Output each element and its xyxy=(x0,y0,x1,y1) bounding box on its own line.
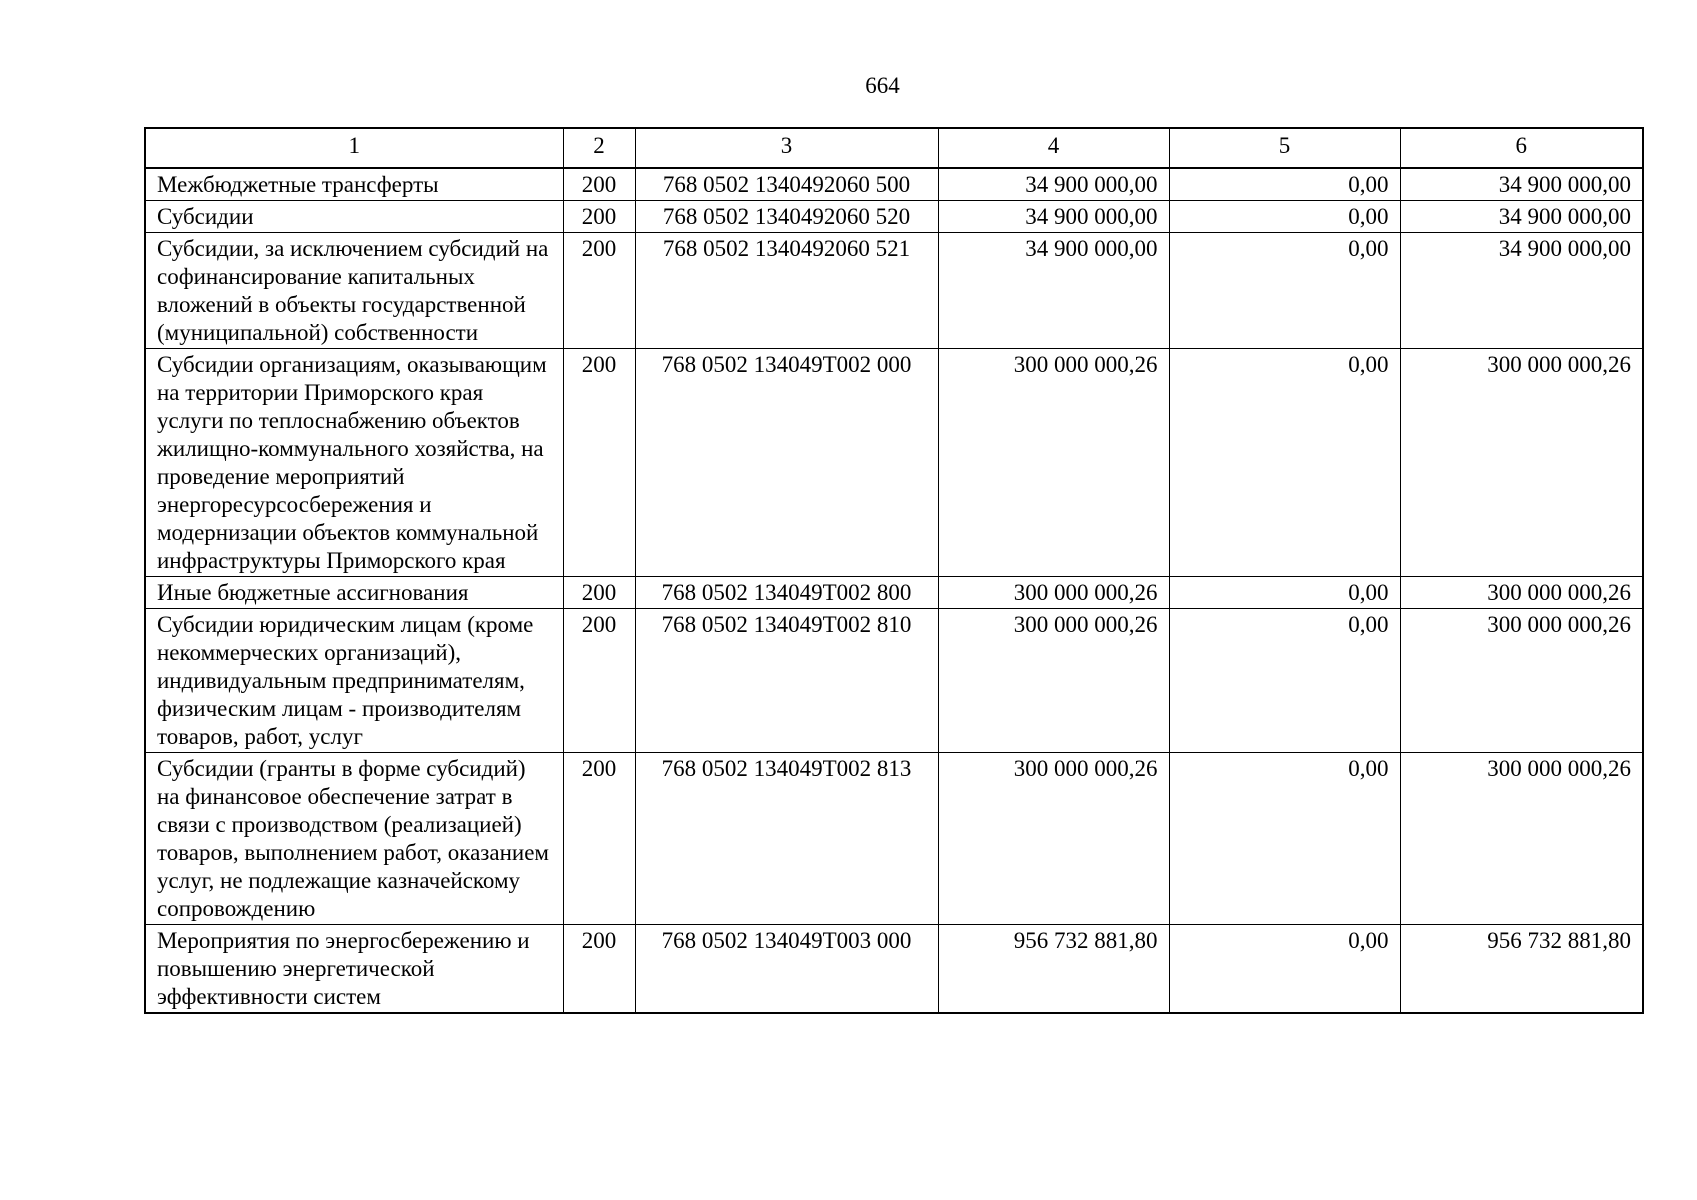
row-amount-2: 0,00 xyxy=(1169,753,1400,925)
row-col2: 200 xyxy=(563,349,635,577)
row-amount-1: 34 900 000,00 xyxy=(938,201,1169,233)
table-row xyxy=(145,201,1643,233)
table-row xyxy=(145,349,1643,577)
budget-table xyxy=(144,127,1644,1014)
row-amount-1: 300 000 000,26 xyxy=(938,349,1169,577)
row-amount-1: 300 000 000,26 xyxy=(938,577,1169,609)
row-col2: 200 xyxy=(563,201,635,233)
row-code: 768 0502 134049Т002 800 xyxy=(635,577,938,609)
row-code: 768 0502 134049Т002 813 xyxy=(635,753,938,925)
row-col2: 200 xyxy=(563,925,635,1014)
row-amount-3: 34 900 000,00 xyxy=(1400,233,1643,349)
header-row xyxy=(145,128,1643,168)
row-amount-3: 300 000 000,26 xyxy=(1400,609,1643,753)
table-row xyxy=(145,925,1643,1014)
row-code: 768 0502 134049Т002 000 xyxy=(635,349,938,577)
row-amount-1: 956 732 881,80 xyxy=(938,925,1169,1014)
row-amount-3: 300 000 000,26 xyxy=(1400,753,1643,925)
row-name: Субсидии, за исключением субсидий на софинансирование капитальных вложений в объекты государственной (муниципальной) собственности xyxy=(145,233,563,349)
table-row xyxy=(145,577,1643,609)
row-amount-3: 300 000 000,26 xyxy=(1400,349,1643,577)
table-row xyxy=(145,233,1643,349)
row-name: Иные бюджетные ассигнования xyxy=(145,577,563,609)
row-amount-2: 0,00 xyxy=(1169,577,1400,609)
row-name: Межбюджетные трансферты xyxy=(145,168,563,201)
table-row xyxy=(145,753,1643,925)
row-amount-3: 956 732 881,80 xyxy=(1400,925,1643,1014)
row-name: Субсидии организациям, оказывающим на территории Приморского края услуги по теплоснабжению объектов жилищно-коммунального хозяйства, на проведение мероприятий энергоресурсосбережения и модернизации объектов коммунальной инфраструктуры Приморского края xyxy=(145,349,563,577)
row-amount-1: 300 000 000,26 xyxy=(938,609,1169,753)
row-amount-3: 300 000 000,26 xyxy=(1400,577,1643,609)
row-name: Субсидии xyxy=(145,201,563,233)
row-amount-1: 34 900 000,00 xyxy=(938,168,1169,201)
column-header-3: 3 xyxy=(635,128,938,168)
row-amount-2: 0,00 xyxy=(1169,349,1400,577)
table-header xyxy=(145,128,1643,168)
table-row xyxy=(145,609,1643,753)
row-amount-2: 0,00 xyxy=(1169,925,1400,1014)
row-code: 768 0502 1340492060 521 xyxy=(635,233,938,349)
row-code: 768 0502 134049Т002 810 xyxy=(635,609,938,753)
row-col2: 200 xyxy=(563,233,635,349)
row-name: Субсидии юридическим лицам (кроме некоммерческих организаций), индивидуальным предпринимателям, физическим лицам - производителям товаров, работ, услуг xyxy=(145,609,563,753)
column-header-6: 6 xyxy=(1400,128,1643,168)
table-body xyxy=(145,168,1643,1013)
row-col2: 200 xyxy=(563,577,635,609)
row-name: Субсидии (гранты в форме субсидий) на финансовое обеспечение затрат в связи с производством (реализацией) товаров, выполнением работ, оказанием услуг, не подлежащие казначейскому сопровождению xyxy=(145,753,563,925)
row-col2: 200 xyxy=(563,753,635,925)
column-header-5: 5 xyxy=(1169,128,1400,168)
column-header-2: 2 xyxy=(563,128,635,168)
table-row xyxy=(145,168,1643,201)
row-amount-2: 0,00 xyxy=(1169,233,1400,349)
row-name: Мероприятия по энергосбережению и повышению энергетической эффективности систем xyxy=(145,925,563,1014)
row-amount-2: 0,00 xyxy=(1169,168,1400,201)
row-amount-2: 0,00 xyxy=(1169,201,1400,233)
row-amount-1: 300 000 000,26 xyxy=(938,753,1169,925)
row-amount-3: 34 900 000,00 xyxy=(1400,168,1643,201)
column-header-4: 4 xyxy=(938,128,1169,168)
column-header-1: 1 xyxy=(145,128,563,168)
row-col2: 200 xyxy=(563,609,635,753)
row-amount-3: 34 900 000,00 xyxy=(1400,201,1643,233)
page-number: 664 xyxy=(865,73,900,98)
row-amount-2: 0,00 xyxy=(1169,609,1400,753)
row-code: 768 0502 1340492060 500 xyxy=(635,168,938,201)
row-col2: 200 xyxy=(563,168,635,201)
row-code: 768 0502 134049Т003 000 xyxy=(635,925,938,1014)
row-amount-1: 34 900 000,00 xyxy=(938,233,1169,349)
row-code: 768 0502 1340492060 520 xyxy=(635,201,938,233)
